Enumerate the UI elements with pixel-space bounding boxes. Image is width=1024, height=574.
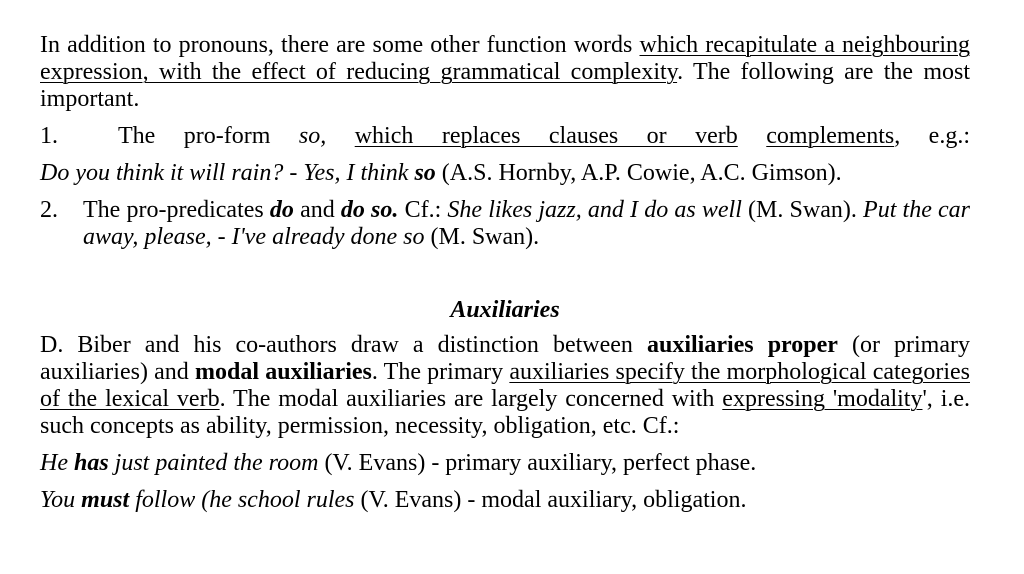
p2-text-f: ', i.e. such concepts as ability, permission, necessity, obligation, etc. Cf.: xyxy=(40,386,971,439)
item2-source-a: (M. Swan). xyxy=(741,197,864,223)
list-item-1-text xyxy=(118,123,970,150)
example-2-bold-has: has xyxy=(73,450,109,476)
item1-text-end: , e.g.: xyxy=(894,123,971,149)
list-item-2-text xyxy=(83,197,970,251)
item2-source-b: (M. Swan). xyxy=(424,224,540,250)
example-2-source: (V. Evans) - primary auxiliary, perfect phase. xyxy=(318,450,757,476)
example-2-italic-rest: just painted the room xyxy=(108,450,319,476)
item2-bold-do-so: do so. xyxy=(340,197,399,223)
example-2-italic-he: He xyxy=(40,450,74,476)
p2-bold-auxiliaries-proper: auxiliaries proper xyxy=(646,332,838,358)
example-3-italic-rest: follow (he school rules xyxy=(129,487,355,513)
item1-italic-so: so, xyxy=(298,123,327,149)
example-1 xyxy=(40,160,970,187)
p2-text-a: D. Biber and his co-authors draw a distinction between xyxy=(40,332,647,358)
p2-text-d: . The primary xyxy=(371,359,510,385)
p2-underlined-modality: expressing 'modality xyxy=(722,386,923,412)
item2-bold-do: do xyxy=(269,197,294,223)
example-1-bold-so: so xyxy=(414,160,436,186)
p2-text-c: (or primary auxiliaries) and xyxy=(40,332,970,385)
section-heading: Auxiliaries xyxy=(450,297,560,323)
p2-bold-modal-auxiliaries: modal auxiliaries xyxy=(195,359,372,385)
intro-text: In addition to pronouns, there are some other function words xyxy=(40,32,640,58)
item2-and: and xyxy=(293,197,341,223)
example-3-italic-you: You xyxy=(40,487,82,513)
item2-example-a: She likes jazz, and I do as well xyxy=(447,197,742,223)
example-3-bold-must: must xyxy=(81,487,130,513)
p2-text-e: . The modal auxiliaries are largely concerned with xyxy=(219,386,723,412)
item1-underlined-complements: complements xyxy=(766,123,895,149)
intro-text-end: . The following are the most important. xyxy=(40,59,970,112)
intro-paragraph xyxy=(40,32,970,113)
list-number-2: 2. xyxy=(40,197,58,223)
item2-text: The pro-predicates xyxy=(83,197,270,223)
list-item-1 xyxy=(40,123,970,150)
example-2 xyxy=(40,450,970,477)
list-number-1: 1. xyxy=(40,123,58,149)
example-3 xyxy=(40,487,970,514)
example-1-source: (A.S. Hornby, A.P. Cowie, A.C. Gimson). xyxy=(435,160,842,186)
p2-underlined-specify: auxiliaries specify the morphological categories of the lexical verb xyxy=(40,359,970,412)
item1-underlined-text: which replaces clauses or verb xyxy=(354,123,738,149)
example-3-source: (V. Evans) - modal auxiliary, obligation. xyxy=(354,487,747,513)
item2-cf: Cf.: xyxy=(398,197,448,223)
auxiliaries-paragraph xyxy=(40,332,970,440)
example-1-italic: Do you think it will rain? - Yes, I think xyxy=(40,160,415,186)
item1-text: The pro-form xyxy=(118,123,299,149)
item2-example-b: Put the car away, please, - I've already done so xyxy=(83,197,971,250)
list-item-2 xyxy=(40,197,970,251)
slide-content xyxy=(40,32,970,514)
intro-underlined-text: which recapitulate a neighbouring expression, with the effect of reducing grammatical complexity xyxy=(40,32,970,85)
